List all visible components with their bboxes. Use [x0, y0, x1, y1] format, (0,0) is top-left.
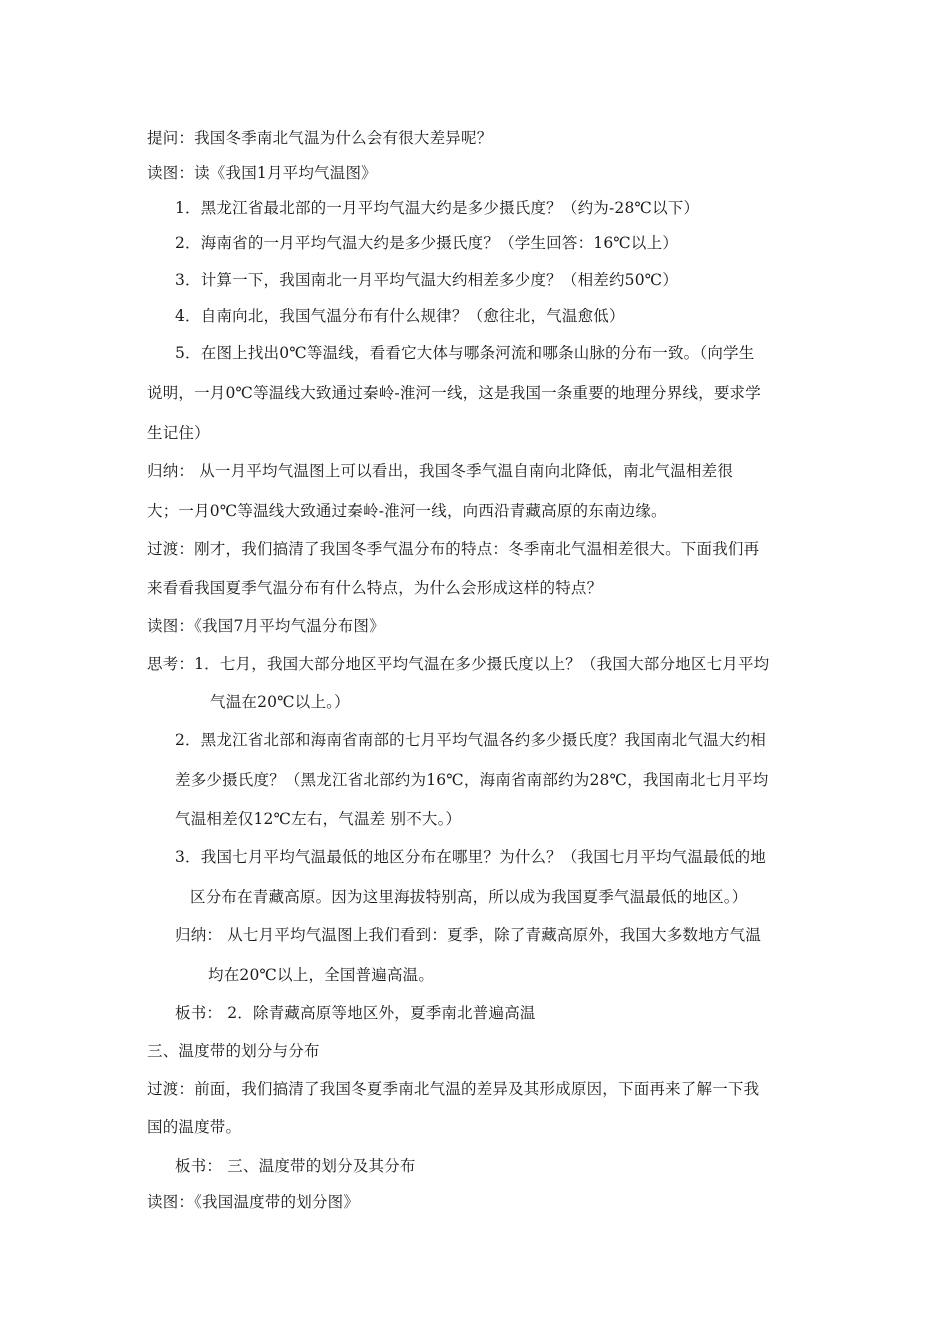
text-line: 2．黑龙江省北部和海南省南部的七月平均气温各约多少摄氏度？我国南北气温大约相 — [175, 731, 766, 749]
text-line: 提问：我国冬季南北气温为什么会有很大差异呢？ — [147, 129, 493, 147]
text-line: 4．自南向北，我国气温分布有什么规律？（愈往北，气温愈低） — [175, 307, 625, 325]
text-line: 气温相差仅12℃左右，气温差 别不大。） — [175, 810, 462, 828]
text-line: 归纳： 从一月平均气温图上可以看出，我国冬季气温自南向北降低，南北气温相差很 — [147, 462, 734, 480]
text-line: 板书： 2．除青藏高原等地区外，夏季南北普遍高温 — [175, 1004, 536, 1022]
text-line: 大；一月0℃等温线大致通过秦岭-淮河一线，向西沿青藏高原的东南边缘。 — [147, 502, 667, 520]
text-line: 过渡：前面，我们搞清了我国冬夏季南北气温的差异及其形成原因，下面再来了解一下我 — [147, 1080, 760, 1098]
text-line: 气温在20℃以上。） — [210, 693, 350, 711]
text-line: 来看看我国夏季气温分布有什么特点，为什么会形成这样的特点？ — [147, 579, 603, 597]
text-line: 5．在图上找出0℃等温线，看看它大体与哪条河流和哪条山脉的分布一致。（向学生 — [175, 344, 755, 362]
text-line: 3．我国七月平均气温最低的地区分布在哪里？为什么？（我国七月平均气温最低的地 — [175, 848, 766, 866]
text-line: 归纳： 从七月平均气温图上我们看到：夏季，除了青藏高原外，我国大多数地方气温 — [175, 926, 762, 944]
text-line: 读图：读《我国1月平均气温图》 — [147, 164, 377, 182]
text-line: 国的温度带。 — [147, 1118, 242, 1136]
text-line: 差多少摄氏度？（黑龙江省北部约为16℃，海南省南部约为28℃，我国南北七月平均 — [175, 771, 769, 789]
text-line: 板书： 三、温度带的划分及其分布 — [175, 1157, 416, 1175]
text-line: 生记住） — [147, 424, 210, 442]
text-line: 过渡：刚才，我们搞清了我国冬季气温分布的特点：冬季南北气温相差很大。下面我们再 — [147, 540, 760, 558]
text-line: 区分布在青藏高原。因为这里海拔特别高，所以成为我国夏季气温最低的地区。） — [190, 888, 748, 906]
text-line: 1．黑龙江省最北部的一月平均气温大约是多少摄氏度？（约为-28℃以下） — [175, 199, 700, 217]
section-heading: 三、温度带的划分与分布 — [147, 1042, 320, 1060]
text-line: 读图：《我国7月平均气温分布图》 — [147, 617, 385, 635]
text-line: 读图：《我国温度带的划分图》 — [147, 1193, 360, 1211]
text-line: 3．计算一下，我国南北一月平均气温大约相差多少度？（相差约50℃） — [175, 271, 679, 289]
text-line: 均在20℃以上，全国普遍高温。 — [208, 966, 435, 984]
text-line: 说明，一月0℃等温线大致通过秦岭-淮河一线，这是我国一条重要的地理分界线，要求学 — [147, 384, 761, 402]
text-line: 2．海南省的一月平均气温大约是多少摄氏度？（学生回答：16℃以上） — [175, 234, 679, 252]
text-line: 思考：1．七月，我国大部分地区平均气温在多少摄氏度以上？（我国大部分地区七月平均 — [147, 655, 770, 673]
